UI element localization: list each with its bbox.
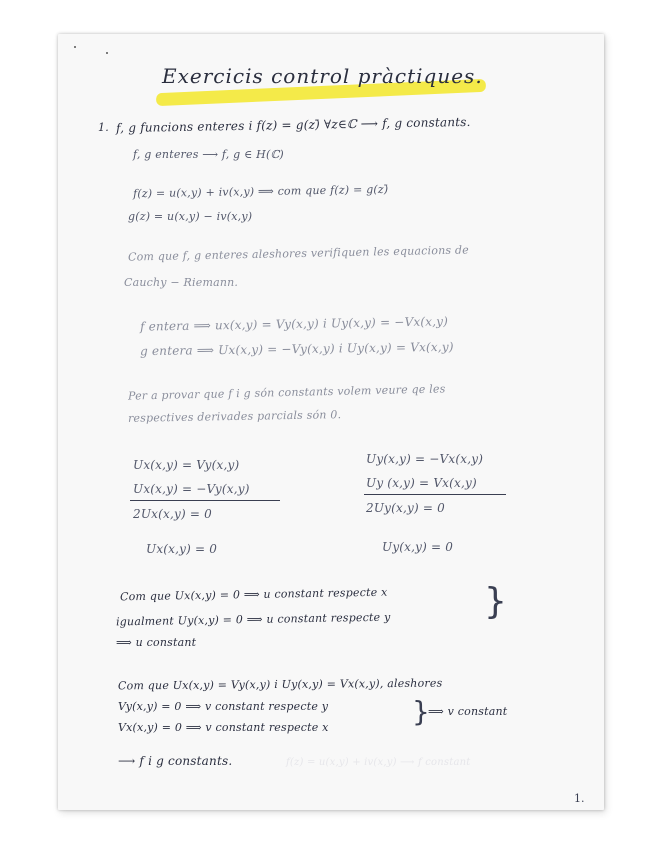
v-conclusion-3: Vx(x,y) = 0 ⟹ v constant respecte x bbox=[118, 721, 329, 734]
left-equation-1: Ux(x,y) = Vy(x,y) bbox=[133, 458, 240, 472]
v-conclusion-result: ⟹ v constant bbox=[428, 705, 508, 718]
u-conclusion-1: Com que Ux(x,y) = 0 ⟹ u constant respecte x bbox=[119, 585, 388, 604]
prove-text-2: respectives derivades parcials són 0. bbox=[127, 408, 342, 425]
prove-text-1: Per a provar que f i g són constants volem veure qe les bbox=[127, 382, 446, 403]
bleed-through-text: f(z) = u(x,y) + iv(x,y) ⟶ f constant bbox=[286, 757, 471, 768]
problem-number: 1. bbox=[98, 121, 109, 134]
right-sum-rule bbox=[364, 494, 506, 495]
cauchy-text-2: Cauchy − Riemann. bbox=[124, 276, 239, 289]
left-sum: 2Ux(x,y) = 0 bbox=[133, 507, 212, 521]
v-conclusion-2: Vy(x,y) = 0 ⟹ v constant respecte y bbox=[118, 700, 329, 713]
cauchy-text-1: Com que f, g enteres aleshores verifiquen les equacions de bbox=[127, 243, 470, 264]
left-sum-rule bbox=[130, 500, 280, 501]
left-result: Ux(x,y) = 0 bbox=[146, 542, 218, 556]
u-brace: } bbox=[484, 581, 507, 622]
right-equation-2: Uy (x,y) = Vx(x,y) bbox=[366, 476, 477, 490]
right-equation-1: Uy(x,y) = −Vx(x,y) bbox=[366, 452, 484, 466]
cauchy-riemann-f: f entera ⟹ ux(x,y) = Vy(x,y) i Uy(x,y) = −Vx(x,y) bbox=[139, 314, 449, 334]
enteres-line: f, g enteres ⟶ f, g ∈ H(ℂ) bbox=[133, 148, 284, 161]
equation-f: f(z) = u(x,y) + iv(x,y) ⟹ com que f(z) = g(z)̄ bbox=[132, 182, 389, 201]
v-conclusion-1: Com que Ux(x,y) = Vy(x,y) i Uy(x,y) = Vx(x,y), aleshores bbox=[117, 676, 443, 693]
v-brace: } bbox=[412, 695, 430, 728]
right-sum: 2Uy(x,y) = 0 bbox=[366, 501, 445, 515]
paper-speck bbox=[74, 46, 76, 48]
paper-speck bbox=[106, 52, 108, 54]
cauchy-riemann-g: g entera ⟹ Ux(x,y) = −Vy(x,y) i Uy(x,y) = Vx(x,y) bbox=[139, 339, 454, 359]
u-conclusion-3: ⟹ u constant bbox=[116, 636, 197, 649]
final-conclusion: ⟶ f i g constants. bbox=[118, 754, 233, 768]
u-conclusion-2: igualment Uy(x,y) = 0 ⟹ u constant respecte y bbox=[115, 610, 391, 629]
right-result: Uy(x,y) = 0 bbox=[382, 540, 454, 554]
page-title: Exercicis control pràctiques. bbox=[162, 64, 483, 88]
left-equation-2: Ux(x,y) = −Vy(x,y) bbox=[133, 482, 250, 496]
equation-g: g(z) = u(x,y) − iv(x,y) bbox=[128, 210, 253, 223]
problem-statement: f, g funcions enteres i f(z) = g(z)̄ ∀z∈ℂ ⟶ f, g constants. bbox=[115, 114, 471, 136]
page-number: 1. bbox=[574, 792, 585, 805]
